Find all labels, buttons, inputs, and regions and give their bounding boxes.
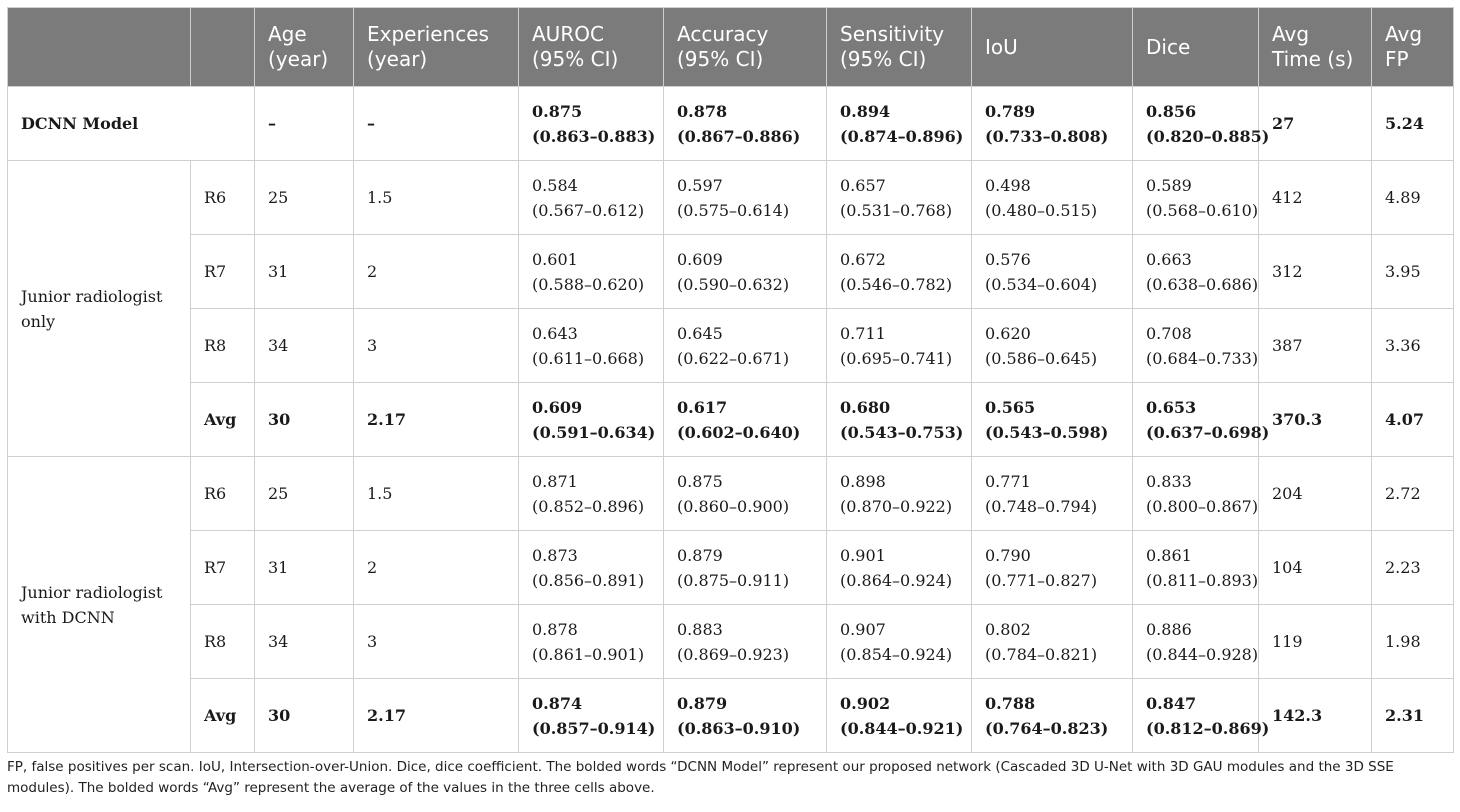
reader-age: 30 <box>255 383 354 457</box>
table-row <box>8 309 1454 383</box>
reader-label: R7 <box>191 531 255 605</box>
table-row <box>8 531 1454 605</box>
reader-age: 30 <box>255 679 354 753</box>
reader-avg-fp: 2.72 <box>1372 457 1454 531</box>
reader-sensitivity: 0.680 (0.543–0.753) <box>827 383 972 457</box>
reader-age: 34 <box>255 605 354 679</box>
reader-avg-fp: 1.98 <box>1372 605 1454 679</box>
reader-iou: 0.498 (0.480–0.515) <box>972 161 1133 235</box>
reader-dice: 0.833 (0.800–0.867) <box>1133 457 1259 531</box>
reader-dice: 0.886 (0.844–0.928) <box>1133 605 1259 679</box>
reader-label: R7 <box>191 235 255 309</box>
reader-dice: 0.861 (0.811–0.893) <box>1133 531 1259 605</box>
dcnn-age: – <box>255 87 354 161</box>
reader-age: 25 <box>255 161 354 235</box>
reader-dice: 0.653 (0.637–0.698) <box>1133 383 1259 457</box>
dcnn-accuracy: 0.878 (0.867–0.886) <box>664 87 827 161</box>
reader-label: Avg <box>191 679 255 753</box>
group-label: Junior radiologist only <box>8 161 191 457</box>
dcnn-auroc: 0.875 (0.863–0.883) <box>519 87 664 161</box>
table-body <box>8 87 1454 753</box>
table-row <box>8 235 1454 309</box>
reader-label: R8 <box>191 309 255 383</box>
column-header-5: Accuracy (95% CI) <box>664 8 827 87</box>
reader-sensitivity: 0.711 (0.695–0.741) <box>827 309 972 383</box>
reader-auroc: 0.609 (0.591–0.634) <box>519 383 664 457</box>
reader-auroc: 0.584 (0.567–0.612) <box>519 161 664 235</box>
reader-accuracy: 0.609 (0.590–0.632) <box>664 235 827 309</box>
reader-accuracy: 0.883 (0.869–0.923) <box>664 605 827 679</box>
reader-avg-time: 387 <box>1259 309 1372 383</box>
reader-label: R8 <box>191 605 255 679</box>
reader-experience: 3 <box>354 309 519 383</box>
column-header-3: Experiences (year) <box>354 8 519 87</box>
column-header-0 <box>8 8 191 87</box>
reader-iou: 0.565 (0.543–0.598) <box>972 383 1133 457</box>
reader-avg-fp: 2.31 <box>1372 679 1454 753</box>
reader-avg-time: 142.3 <box>1259 679 1372 753</box>
reader-auroc: 0.873 (0.856–0.891) <box>519 531 664 605</box>
reader-experience: 2.17 <box>354 383 519 457</box>
reader-experience: 1.5 <box>354 161 519 235</box>
reader-iou: 0.576 (0.534–0.604) <box>972 235 1133 309</box>
reader-avg-fp: 2.23 <box>1372 531 1454 605</box>
reader-label: Avg <box>191 383 255 457</box>
reader-iou: 0.771 (0.748–0.794) <box>972 457 1133 531</box>
header-row <box>8 8 1454 87</box>
reader-accuracy: 0.879 (0.863–0.910) <box>664 679 827 753</box>
table-row <box>8 457 1454 531</box>
dcnn-model-label: DCNN Model <box>8 87 255 161</box>
reader-auroc: 0.878 (0.861–0.901) <box>519 605 664 679</box>
dcnn-iou: 0.789 (0.733–0.808) <box>972 87 1133 161</box>
reader-experience: 2 <box>354 235 519 309</box>
reader-accuracy: 0.597 (0.575–0.614) <box>664 161 827 235</box>
reader-avg-time: 104 <box>1259 531 1372 605</box>
reader-iou: 0.620 (0.586–0.645) <box>972 309 1133 383</box>
reader-label: R6 <box>191 457 255 531</box>
column-header-9: Avg Time (s) <box>1259 8 1372 87</box>
reader-age: 25 <box>255 457 354 531</box>
column-header-10: Avg FP <box>1372 8 1454 87</box>
reader-avg-fp: 3.95 <box>1372 235 1454 309</box>
table-row <box>8 161 1454 235</box>
reader-dice: 0.708 (0.684–0.733) <box>1133 309 1259 383</box>
reader-dice: 0.589 (0.568–0.610) <box>1133 161 1259 235</box>
column-header-4: AUROC (95% CI) <box>519 8 664 87</box>
reader-dice: 0.663 (0.638–0.686) <box>1133 235 1259 309</box>
group-label: Junior radiologist with DCNN <box>8 457 191 753</box>
reader-age: 31 <box>255 531 354 605</box>
reader-age: 31 <box>255 235 354 309</box>
reader-dice: 0.847 (0.812–0.869) <box>1133 679 1259 753</box>
column-header-2: Age (year) <box>255 8 354 87</box>
reader-label: R6 <box>191 161 255 235</box>
reader-auroc: 0.643 (0.611–0.668) <box>519 309 664 383</box>
reader-experience: 3 <box>354 605 519 679</box>
table-footnote: FP, false positives per scan. IoU, Intersection-over-Union. Dice, dice coefficient. The bolded words “DCNN Model” represent our proposed network (Cascaded 3D U-Net with 3D GAU modules and the 3D SSE modules). The bolded words “Avg” represent the average of the values in the three cells above. <box>7 759 1394 796</box>
column-header-8: Dice <box>1133 8 1259 87</box>
reader-auroc: 0.601 (0.588–0.620) <box>519 235 664 309</box>
reader-sensitivity: 0.907 (0.854–0.924) <box>827 605 972 679</box>
reader-accuracy: 0.875 (0.860–0.900) <box>664 457 827 531</box>
reader-sensitivity: 0.898 (0.870–0.922) <box>827 457 972 531</box>
reader-avg-time: 312 <box>1259 235 1372 309</box>
reader-iou: 0.802 (0.784–0.821) <box>972 605 1133 679</box>
reader-avg-time: 370.3 <box>1259 383 1372 457</box>
reader-avg-time: 119 <box>1259 605 1372 679</box>
reader-avg-fp: 3.36 <box>1372 309 1454 383</box>
table-row-dcnn-model <box>8 87 1454 161</box>
reader-auroc: 0.871 (0.852–0.896) <box>519 457 664 531</box>
table-row <box>8 679 1454 753</box>
reader-avg-time: 204 <box>1259 457 1372 531</box>
dcnn-dice: 0.856 (0.820–0.885) <box>1133 87 1259 161</box>
reader-iou: 0.788 (0.764–0.823) <box>972 679 1133 753</box>
reader-experience: 1.5 <box>354 457 519 531</box>
reader-sensitivity: 0.901 (0.864–0.924) <box>827 531 972 605</box>
reader-auroc: 0.874 (0.857–0.914) <box>519 679 664 753</box>
reader-avg-fp: 4.89 <box>1372 161 1454 235</box>
reader-avg-time: 412 <box>1259 161 1372 235</box>
reader-accuracy: 0.617 (0.602–0.640) <box>664 383 827 457</box>
dcnn-experience: – <box>354 87 519 161</box>
column-header-7: IoU <box>972 8 1133 87</box>
column-header-1 <box>191 8 255 87</box>
reader-experience: 2 <box>354 531 519 605</box>
reader-sensitivity: 0.902 (0.844–0.921) <box>827 679 972 753</box>
column-header-6: Sensitivity (95% CI) <box>827 8 972 87</box>
dcnn-avg-fp: 5.24 <box>1372 87 1454 161</box>
table-row <box>8 383 1454 457</box>
results-table <box>7 7 1454 753</box>
reader-accuracy: 0.645 (0.622–0.671) <box>664 309 827 383</box>
dcnn-sensitivity: 0.894 (0.874–0.896) <box>827 87 972 161</box>
reader-sensitivity: 0.657 (0.531–0.768) <box>827 161 972 235</box>
dcnn-avg-time: 27 <box>1259 87 1372 161</box>
reader-sensitivity: 0.672 (0.546–0.782) <box>827 235 972 309</box>
reader-experience: 2.17 <box>354 679 519 753</box>
reader-avg-fp: 4.07 <box>1372 383 1454 457</box>
reader-accuracy: 0.879 (0.875–0.911) <box>664 531 827 605</box>
reader-age: 34 <box>255 309 354 383</box>
table-row <box>8 605 1454 679</box>
reader-iou: 0.790 (0.771–0.827) <box>972 531 1133 605</box>
